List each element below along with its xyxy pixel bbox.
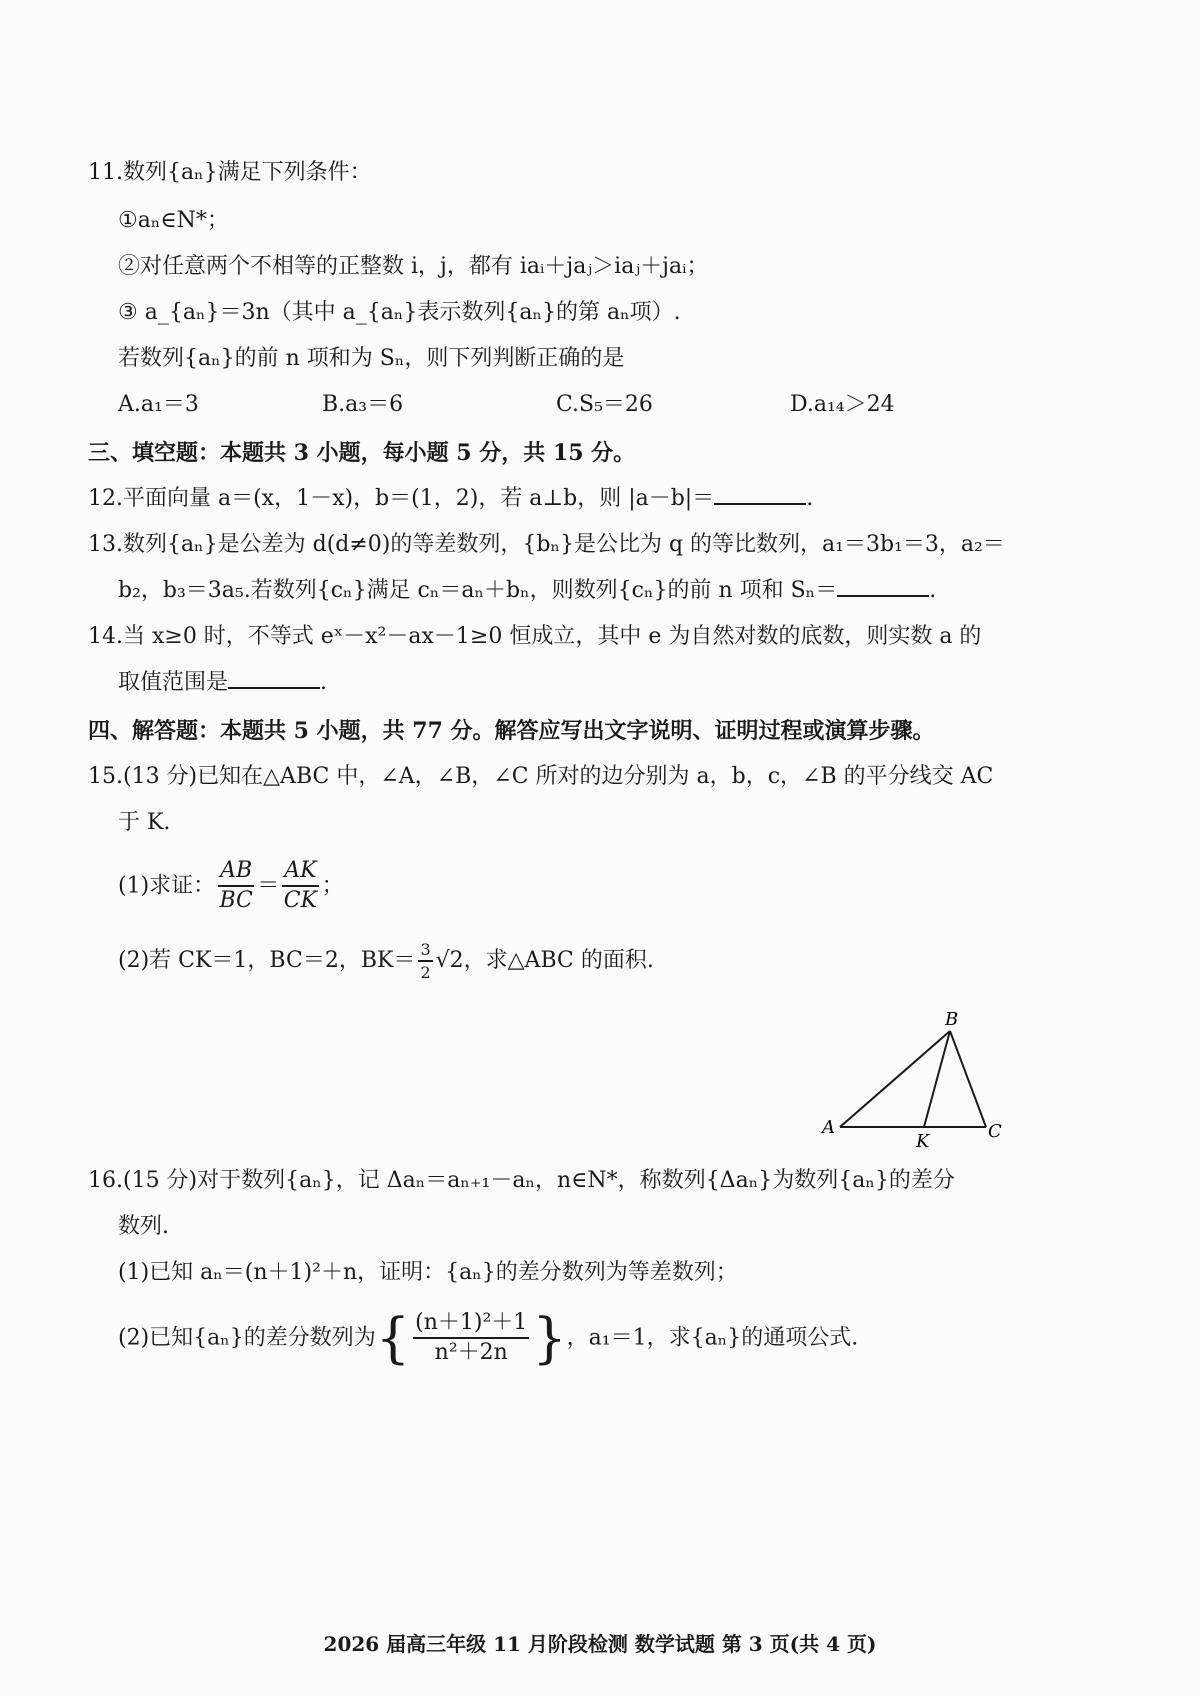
q12-end: . [806, 486, 814, 511]
section-4-heading: 四、解答题：本题共 5 小题，共 77 分。解答应写出文字说明、证明过程或演算步骤。 [88, 718, 935, 744]
q13-line-2 [118, 578, 936, 604]
q15-part-2 [118, 940, 654, 982]
q15-part-1-prefix: (1)求证： [118, 873, 216, 899]
bisector-bk [924, 1031, 950, 1127]
fraction-ab-bc [218, 858, 254, 915]
q11-option-c: C.S₅＝26 [556, 392, 653, 417]
q13-answer-blank [837, 579, 929, 597]
q16-part-1: (1)已知 aₙ＝(n＋1)²＋n，证明：{aₙ}的差分数列为等差数列； [118, 1260, 738, 1285]
sqrt-two: √2 [435, 948, 464, 974]
right-brace: } [532, 1306, 567, 1370]
equals-sign: ＝ [257, 873, 280, 899]
fraction-numerator: (n＋1)²＋1 [413, 1310, 529, 1339]
q15-part-1-end: ； [321, 873, 344, 899]
q15-line-2: 于 K. [118, 810, 171, 835]
q16-part-2-suffix: ，a₁＝1，求{aₙ}的通项公式. [566, 1325, 859, 1351]
left-brace: { [375, 1306, 411, 1370]
q13-text: b₂，b₃＝3a₅.若数列{cₙ}满足 cₙ＝aₙ＋bₙ，则数列{cₙ}的前 n 项和 Sₙ＝ [118, 578, 838, 603]
label-c: C [988, 1121, 1002, 1142]
q16-line-1: 16.(15 分)对于数列{aₙ}，记 Δaₙ＝aₙ₊₁－aₙ，n∈N*，称数列{Δaₙ}为数列{aₙ}的差分 [88, 1168, 955, 1193]
q14-text: 取值范围是 [118, 670, 229, 695]
q16-part-2 [118, 1306, 859, 1370]
fraction-ak-ck [282, 858, 318, 915]
q11-option-b: B.a₃＝6 [322, 392, 404, 417]
q15-part-2-suffix: ，求△ABC 的面积. [463, 948, 654, 974]
fraction-denominator: CK [283, 888, 318, 914]
q15-part-2-prefix: (2)若 CK＝1，BC＝2，BK＝ [118, 948, 416, 974]
section-3-heading: 三、填空题：本题共 3 小题，每小题 5 分，共 15 分。 [88, 440, 636, 466]
q14-line-2 [118, 670, 327, 696]
difference-sequence-fraction [413, 1310, 529, 1367]
fraction-numerator: AK [282, 858, 318, 887]
q15-line-1: 15.(13 分)已知在△ABC 中，∠A，∠B，∠C 所对的边分别为 a，b，c，∠B 的平分线交 AC [88, 764, 994, 789]
q11-condition-1: ①aₙ∈N*； [118, 208, 229, 233]
q12 [88, 486, 813, 512]
label-a: A [822, 1117, 835, 1138]
label-k: K [916, 1131, 930, 1152]
q11-stem: 11.数列{aₙ}满足下列条件： [88, 160, 372, 185]
q11-option-d: D.a₁₄＞24 [790, 392, 895, 417]
q15-part-1 [118, 858, 344, 915]
fraction-denominator: 2 [420, 963, 431, 983]
q11-options [0, 392, 1200, 422]
fraction-three-halves [418, 940, 432, 982]
side-bc [950, 1031, 986, 1127]
q12-answer-blank [714, 487, 806, 505]
q16-part-2-prefix: (2)已知{aₙ}的差分数列为 [118, 1325, 376, 1351]
fraction-numerator: 3 [418, 940, 432, 962]
q13-end: . [929, 578, 937, 603]
q14-line-1: 14.当 x≥0 时，不等式 eˣ－x²－ax－1≥0 恒成立，其中 e 为自然对数的底数，则实数 a 的 [88, 624, 982, 649]
q11-condition-3: ③ a_{aₙ}＝3n（其中 a_{aₙ}表示数列{aₙ}的第 aₙ项）. [118, 300, 681, 325]
q14-answer-blank [228, 671, 320, 689]
page-footer: 2026 届高三年级 11 月阶段检测 数学试题 第 3 页(共 4 页) [323, 1632, 877, 1656]
fraction-numerator: AB [218, 858, 254, 887]
q14-end: . [320, 670, 328, 695]
side-ab [840, 1031, 950, 1127]
fraction-denominator: n²＋2n [434, 1340, 508, 1366]
q11-question: 若数列{aₙ}的前 n 项和为 Sₙ，则下列判断正确的是 [118, 346, 625, 371]
q16-line-2: 数列. [118, 1214, 169, 1239]
q11-condition-2: ②对任意两个不相等的正整数 i，j，都有 iaᵢ＋jaⱼ＞iaⱼ＋jaᵢ； [118, 254, 709, 279]
fraction-denominator: BC [219, 888, 253, 914]
label-b: B [945, 1009, 959, 1030]
triangle-figure [810, 1005, 1020, 1155]
q11-option-a: A.a₁＝3 [118, 392, 199, 417]
q13-line-1: 13.数列{aₙ}是公差为 d(d≠0)的等差数列，{bₙ}是公比为 q 的等比数列，a₁＝3b₁＝3，a₂＝ [88, 532, 1005, 557]
q12-text: 12.平面向量 a＝(x，1－x)，b＝(1，2)，若 a⊥b，则 |a－b|＝ [88, 486, 715, 511]
